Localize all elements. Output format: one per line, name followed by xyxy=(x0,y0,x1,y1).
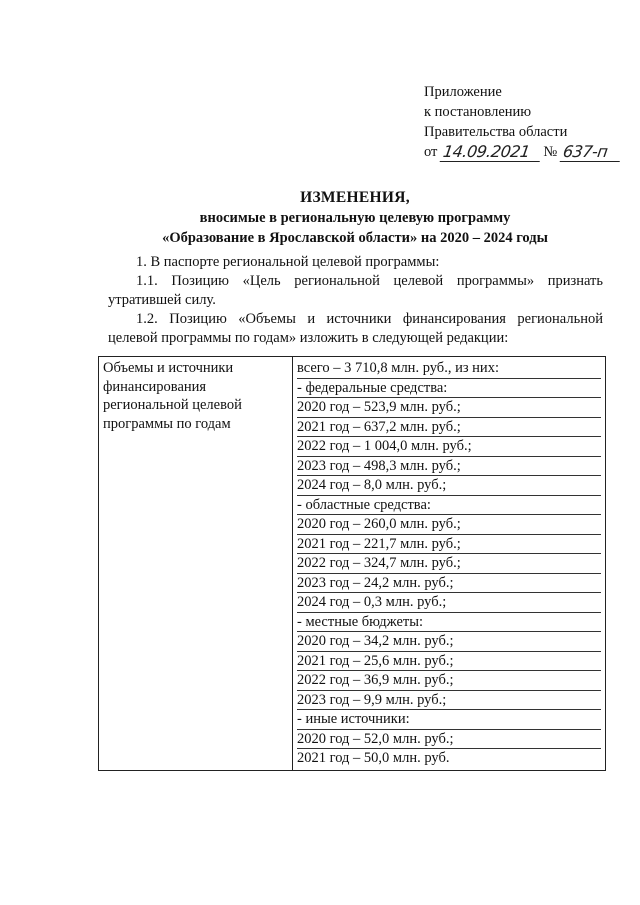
title-line-3: «Образование в Ярославской области» на 2020 – 2024 годы xyxy=(162,230,548,246)
financing-line: 2020 год – 34,2 млн. руб.; xyxy=(297,632,601,652)
paragraph-1-1: 1.1. Позицию «Цель региональной целевой программы» признать утратившей силу. xyxy=(108,273,603,308)
paragraph-1-2: 1.2. Позицию «Объемы и источники финансирования региональной целевой программы по годам» изложить в следующей редакции: xyxy=(108,311,603,346)
number-label: № xyxy=(543,144,558,160)
table-row xyxy=(99,357,606,771)
financing-line: 2023 год – 498,3 млн. руб.; xyxy=(297,457,601,477)
appendix-block xyxy=(424,82,621,162)
document-title xyxy=(120,188,590,248)
financing-line: 2022 год – 324,7 млн. руб.; xyxy=(297,554,601,574)
financing-table xyxy=(98,356,606,771)
financing-line: 2021 год – 25,6 млн. руб.; xyxy=(297,652,601,672)
financing-line: 2021 год – 221,7 млн. руб.; xyxy=(297,535,601,555)
title-line-2: вносимые в региональную целевую программу xyxy=(199,210,511,226)
financing-line: - иные источники: xyxy=(297,710,601,730)
financing-line: 2020 год – 523,9 млн. руб.; xyxy=(297,398,601,418)
appendix-line-3: Правительства области xyxy=(424,124,568,140)
appendix-line-2: к постановлению xyxy=(424,104,532,120)
financing-line: 2020 год – 260,0 млн. руб.; xyxy=(297,515,601,535)
financing-line: 2024 год – 0,3 млн. руб.; xyxy=(297,593,601,613)
title-heading: ИЗМЕНЕНИЯ, xyxy=(300,189,410,206)
table-label-cell: Объемы и источники финансирования региональной целевой программы по годам xyxy=(99,357,293,771)
financing-line: 2020 год – 52,0 млн. руб.; xyxy=(297,730,601,750)
body-text xyxy=(108,253,603,348)
from-label: от xyxy=(424,144,438,160)
paragraph-1: 1. В паспорте региональной целевой программы: xyxy=(136,254,440,270)
handwritten-number: 637-п xyxy=(560,143,623,162)
financing-line: 2021 год – 50,0 млн. руб. xyxy=(297,750,450,766)
financing-line: всего – 3 710,8 млн. руб., из них: xyxy=(297,359,601,379)
financing-line: 2021 год – 637,2 млн. руб.; xyxy=(297,418,601,438)
handwritten-date: 14.09.2021 xyxy=(440,143,543,162)
appendix-line-1: Приложение xyxy=(424,84,502,100)
table-values-cell xyxy=(293,357,606,771)
financing-line: - федеральные средства: xyxy=(297,379,601,399)
financing-line: 2024 год – 8,0 млн. руб.; xyxy=(297,476,601,496)
financing-line: - местные бюджеты: xyxy=(297,613,601,633)
financing-line: 2022 год – 1 004,0 млн. руб.; xyxy=(297,437,601,457)
financing-line: 2023 год – 24,2 млн. руб.; xyxy=(297,574,601,594)
appendix-date-number-line xyxy=(424,142,621,162)
financing-line: 2022 год – 36,9 млн. руб.; xyxy=(297,671,601,691)
financing-line: 2023 год – 9,9 млн. руб.; xyxy=(297,691,601,711)
financing-line: - областные средства: xyxy=(297,496,601,516)
